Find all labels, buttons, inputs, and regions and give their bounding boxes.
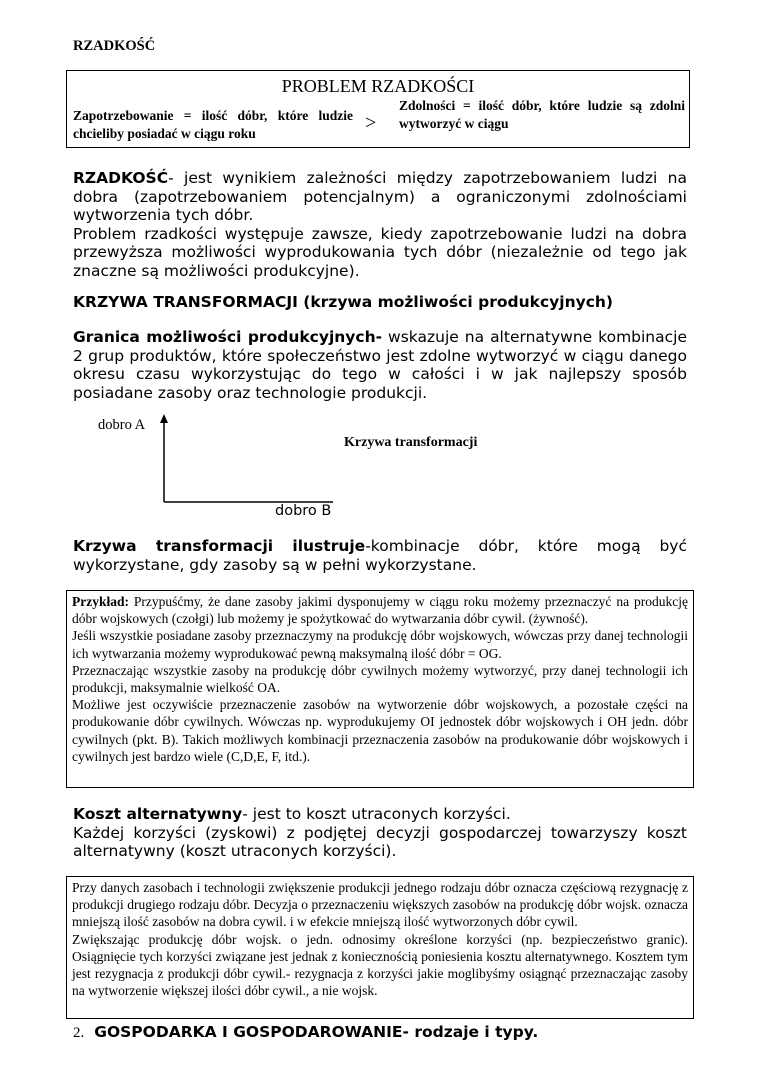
greater-than-symbol: > [365, 112, 377, 134]
koszt-line2: Każdej korzyści (zyskowi) z podjętej decyzji gospodarczej towarzyszy koszt alternatywny (koszt utraconych korzyści). [73, 823, 687, 860]
box2-p1: Przy danych zasobach i technologii zwiększenie produkcji jednego rodzaju dóbr oznacza częściową rezygnację z produkcji drugiego rodzaju dóbr. Decyzja o przeznaczeniu większych zasobów na produkcję dóbr wojsk. oznacza mniejszą ilość zasobów na dobra cywil. i w efekcie mniejszą ilość wytworzonych dóbr cywil. [72, 880, 688, 930]
section-number: 2. [73, 1025, 85, 1041]
section-title: GOSPODARKA I GOSPODAROWANIE- rodzaje i typy. [94, 1023, 539, 1041]
example-p3: Przeznaczając wszystkie zasoby na produkcję dóbr cywilnych możemy wytworzyć, przy danej technologii ich produkcji, maksymalnie wielkość OA. [72, 662, 688, 696]
example-label: Przykład: [72, 594, 129, 609]
problem-title: PROBLEM RZADKOŚCI [281, 76, 475, 96]
transformation-chart [95, 414, 525, 522]
krzywa-heading: KRZYWA TRANSFORMACJI (krzywa możliwości produkcyjnych) [73, 293, 614, 311]
rzadkosc-paragraph [73, 169, 687, 280]
granica-term: Granica możliwości produkcyjnych- [73, 328, 383, 346]
example-p4: Możliwe jest oczywiście przeznaczenie zasobów na wytworzenie dóbr wojskowych, a pozostałe części na produkowanie dóbr cywilnych. Wówczas np. wyprodukujemy OI jednostek dóbr wojskowych i OH jedn. dóbr cywilnych (pkt. B). Takich możliwych kombinacji przeznaczenia zasobów na produkowanie dóbr wojskowych i cywilnych jest bardzo wiele (C,D,E, F, itd.). [72, 697, 688, 764]
chart-title: Krzywa transformacji [344, 435, 478, 450]
box2-p2: Zwiększając produkcję dóbr wojsk. o jedn. odnosimy określone korzyści (np. bezpieczeństwo granic). Osiągnięcie tych korzyści związane jest jednak z koniecznością poniesienia kosztu alternatywnego. Kosztem tym jest rezygnacja z produkcji dóbr cywil.- rezygnacja z korzyści jakie moglibyśmy osiągnąć przeznaczając zasoby na wytworzenie większej ilości dóbr cywil., a nie wojsk. [72, 931, 688, 999]
krzywa-text: -kombinacje dóbr, które mogą być wykorzystane, gdy zasoby są w pełni wykorzystane. [73, 537, 687, 574]
example-box [66, 590, 694, 788]
rzadkosc-problem-text: Problem rzadkości występuje zawsze, kiedy zapotrzebowanie ludzi na dobra przewyższa możliwości wyprodukowania tych dóbr (niezależnie od tego jak znaczne są możliwości produkcyjne). [73, 224, 687, 280]
granica-paragraph [73, 328, 687, 402]
demand-definition: Zapotrzebowanie = ilość dóbr, które ludzie chcieliby posiadać w ciągu roku [73, 108, 353, 141]
koszt-term: Koszt alternatywny [73, 805, 243, 823]
koszt-paragraph [73, 805, 687, 861]
koszt-definition [73, 805, 687, 824]
section-2-heading [73, 1023, 538, 1042]
y-axis-arrow [160, 414, 168, 423]
rzadkosc-term: RZADKOŚĆ [73, 169, 169, 187]
problem-box [66, 70, 690, 148]
example-p2: Jeśli wszystkie posiadane zasoby przeznaczymy na produkcję dóbr wojskowych, wówczas przy danej technologii ich wytwarzania możemy wyprodukować pewną maksymalną ilość dóbr = OG. [72, 628, 688, 661]
koszt-definition-text: - jest to koszt utraconych korzyści. [242, 805, 511, 823]
krzywa-paragraph [73, 537, 687, 574]
rzadkosc-definition-text: - jest wynikiem zależności między zapotrzebowaniem ludzi na dobra (zapotrzebowaniem potencjalnym) a ograniczonymi zdolnościami wytworzenia tych dóbr. [73, 169, 687, 224]
granica-text: wskazuje na alternatywne kombinacje 2 grup produktów, które społeczeństwo jest zdolne wytworzyć w ciągu danego okresu czasu wykorzystując do tego w całości i w jak najlepszy sposób posiadane zasoby oraz technologie produkcji. [73, 328, 687, 402]
krzywa-term: Krzywa transformacji ilustruje [73, 537, 366, 555]
opportunity-cost-box [66, 876, 694, 1019]
rzadkosc-definition [73, 169, 687, 225]
example-p1-text: Przypuśćmy, że dane zasoby jakimi dysponujemy w ciągu roku możemy przeznaczyć na produkcję dóbr wojskowych (czołgi) lub możemy je spożytkować do wytwarzania dóbr cywil. (żywność). [72, 594, 688, 627]
capacity-definition: Zdolności = ilość dóbr, które ludzie są zdolni wytworzyć w ciągu [399, 98, 685, 131]
example-p1 [72, 593, 688, 627]
document-heading: RZADKOŚĆ [73, 38, 156, 54]
x-axis-label: dobro B [275, 503, 332, 519]
y-axis-label: dobro A [98, 417, 146, 433]
